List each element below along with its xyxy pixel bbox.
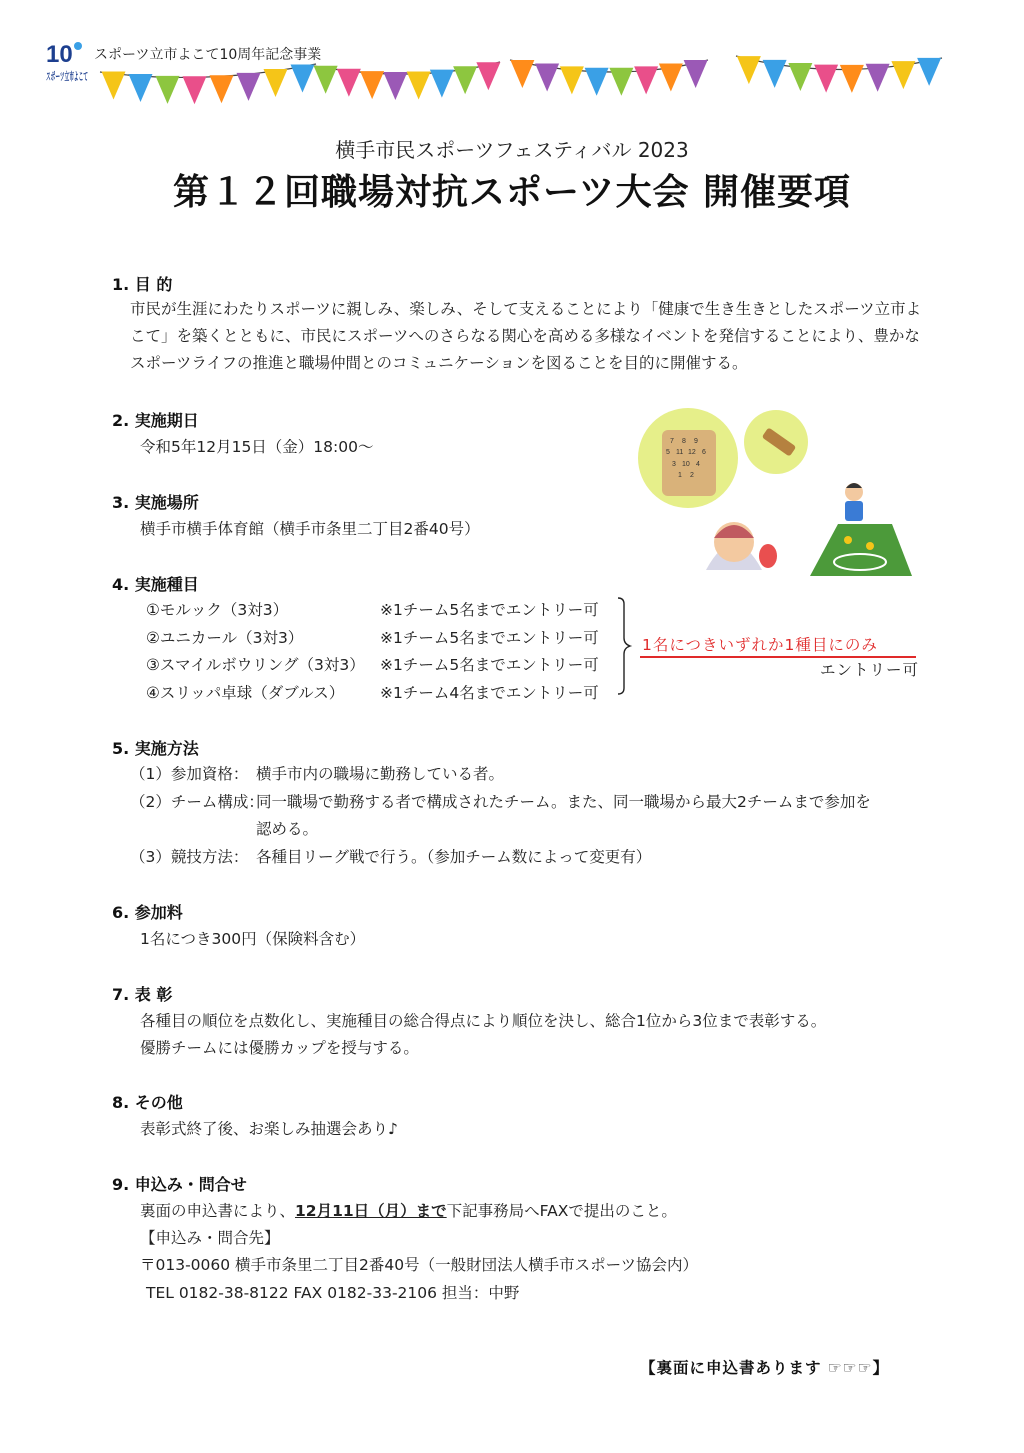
- svg-text:11: 11: [676, 449, 684, 456]
- entry-limit-suffix: エントリー可: [820, 661, 920, 679]
- event-item-name: ④スリッパ卓球（ダブルス）: [146, 684, 345, 702]
- bunting-flag: [634, 66, 658, 94]
- bunting-flag: [264, 69, 288, 97]
- bunting-flag: [763, 60, 787, 88]
- award-text: 優勝チームには優勝カップを授与する。: [140, 1039, 419, 1057]
- bunting-flag: [183, 76, 207, 104]
- unicurl-field-icon: [810, 524, 912, 576]
- bunting-flag: [585, 68, 609, 96]
- event-item-note: ※1チーム5名までエントリー可: [380, 629, 599, 647]
- sports-illustration: [630, 400, 920, 600]
- bunting-flag: [917, 58, 941, 86]
- date-text: 令和5年12月15日（金）18:00～: [140, 438, 374, 456]
- svg-text:7: 7: [670, 438, 674, 445]
- event-item-note: ※1チーム5名までエントリー可: [380, 656, 599, 674]
- logo-label: スポーツ立市よこて: [46, 71, 145, 83]
- footer-note: 【裏面に申込書あります ☞☞☞】: [640, 1359, 890, 1377]
- application-suffix: 下記事務局へFAXで提出のこと。: [446, 1202, 677, 1220]
- contact-phones: TEL 0182-38-8122 FAX 0182-33-2106 担当：中野: [146, 1284, 520, 1302]
- other-text: 表彰式終了後、お楽しみ抽選会あり♪: [140, 1120, 398, 1138]
- section-heading-award: 7. 表 彰: [112, 985, 173, 1004]
- bunting-flag: [430, 70, 454, 98]
- bunting-flag: [659, 64, 683, 92]
- bunting-flag: [535, 64, 559, 92]
- bunting-flag: [383, 72, 407, 100]
- bunting-flag: [102, 71, 126, 99]
- award-text: 各種目の順位を点数化し、実施種目の総合得点により順位を決し、総合1位から3位まで表彰する。: [140, 1012, 827, 1030]
- page-title: 第１２回職場対抗スポーツ大会 開催要項: [172, 172, 852, 213]
- bunting-flag: [291, 64, 315, 92]
- bunting-flag: [237, 73, 261, 101]
- bunting-flag: [840, 65, 864, 93]
- section-heading-fee: 6. 参加料: [112, 903, 183, 922]
- bunting-flag: [737, 56, 761, 84]
- svg-text:1: 1: [678, 472, 682, 479]
- section-heading-method: 5. 実施方法: [112, 739, 199, 758]
- bunting-flag: [609, 68, 633, 96]
- method-label: （3）競技方法：: [130, 848, 249, 866]
- section-heading-date: 2. 実施期日: [112, 411, 199, 430]
- svg-text:3: 3: [672, 461, 676, 468]
- logo: [44, 36, 145, 88]
- contact-address: 〒013-0060 横手市条里二丁目2番40号（一般財団法人横手市スポーツ協会内）: [140, 1256, 699, 1274]
- bunting-flag: [788, 63, 812, 91]
- svg-text:12: 12: [688, 449, 696, 456]
- bunting-flag: [453, 66, 477, 94]
- svg-text:8: 8: [682, 438, 686, 445]
- section-heading-purpose: 1. 目 的: [112, 275, 173, 294]
- section-heading-events: 4. 実施種目: [112, 575, 199, 594]
- section-heading-application: 9. 申込み・問合せ: [112, 1175, 247, 1194]
- application-deadline: 12月11日（月）まで: [295, 1202, 447, 1220]
- fee-text: 1名につき300円（保険料含む）: [140, 930, 366, 948]
- method-text: 横手市内の職場に勤務している者。: [256, 765, 505, 783]
- bunting-flag: [156, 76, 180, 104]
- bunting-flag: [866, 64, 890, 92]
- event-item-name: ①モルック（3対3）: [146, 601, 289, 619]
- logo-number: 10: [46, 41, 73, 68]
- event-item-note: ※1チーム5名までエントリー可: [380, 601, 599, 619]
- bunting-flag: [314, 66, 338, 94]
- bunting-flag: [337, 69, 361, 97]
- application-text: [140, 1199, 677, 1221]
- svg-text:4: 4: [696, 461, 700, 468]
- svg-text:10: 10: [682, 461, 690, 468]
- svg-text:6: 6: [702, 449, 706, 456]
- svg-text:2: 2: [690, 472, 694, 479]
- bunting-flag: [407, 72, 431, 100]
- event-item-name: ③スマイルボウリング（3対3）: [146, 656, 365, 674]
- purpose-text: 市民が生涯にわたりスポーツに親しみ、楽しみ、そして支えることにより「健康で生き生きとしたスポーツ立市よこて」を築くとともに、市民にスポーツへのさらなる関心を高める多様なイベントを発信することにより、豊かなスポーツライフの推進と職場仲間とのコミュニケーションを図ることを目的に開催する。: [130, 300, 922, 372]
- person-pingpong-icon: [706, 522, 777, 570]
- method-text: 各種目リーグ戦で行う。（参加チーム数によって変更有）: [256, 848, 652, 866]
- section-heading-venue: 3. 実施場所: [112, 493, 199, 512]
- bunting-flag: [210, 75, 234, 103]
- brace-icon: [616, 596, 636, 696]
- section-heading-other: 8. その他: [112, 1093, 183, 1112]
- person-throwing-icon: [845, 483, 863, 521]
- bunting-flag: [560, 66, 584, 94]
- bunting-flag: [129, 74, 153, 102]
- method-text-continued: 認める。: [256, 820, 319, 838]
- method-label: （2）チーム構成：: [130, 793, 264, 811]
- event-item-note: ※1チーム4名までエントリー可: [380, 684, 599, 702]
- bunting-flag: [891, 61, 915, 89]
- bunting-flag: [360, 71, 384, 99]
- bunting-flag: [476, 62, 500, 90]
- svg-text:9: 9: [694, 438, 698, 445]
- commemoration-text: スポーツ立市よこて10周年記念事業: [94, 47, 322, 63]
- method-text: 同一職場で勤務する者で構成されたチーム。また、同一職場から最大2チームまで参加を: [256, 793, 871, 811]
- venue-text: 横手市横手体育館（横手市条里二丁目2番40号）: [140, 520, 480, 538]
- subtitle: 横手市民スポーツフェスティバル 2023: [335, 138, 689, 162]
- method-label: （1）参加資格：: [130, 765, 249, 783]
- bunting-flag: [684, 60, 708, 88]
- contact-heading: 【申込み・問合先】: [140, 1229, 280, 1247]
- svg-text:5: 5: [666, 449, 670, 456]
- entry-limit-note: 1名につきいずれか1種目にのみ: [642, 636, 878, 654]
- bunting-flag: [510, 60, 534, 88]
- application-prefix: 裏面の申込書により、: [140, 1202, 296, 1220]
- molkky-pins-icon: [662, 430, 716, 496]
- event-item-name: ②ユニカール（3対3）: [146, 629, 304, 647]
- bunting-flag: [814, 65, 838, 93]
- bunting-decoration: [96, 48, 956, 118]
